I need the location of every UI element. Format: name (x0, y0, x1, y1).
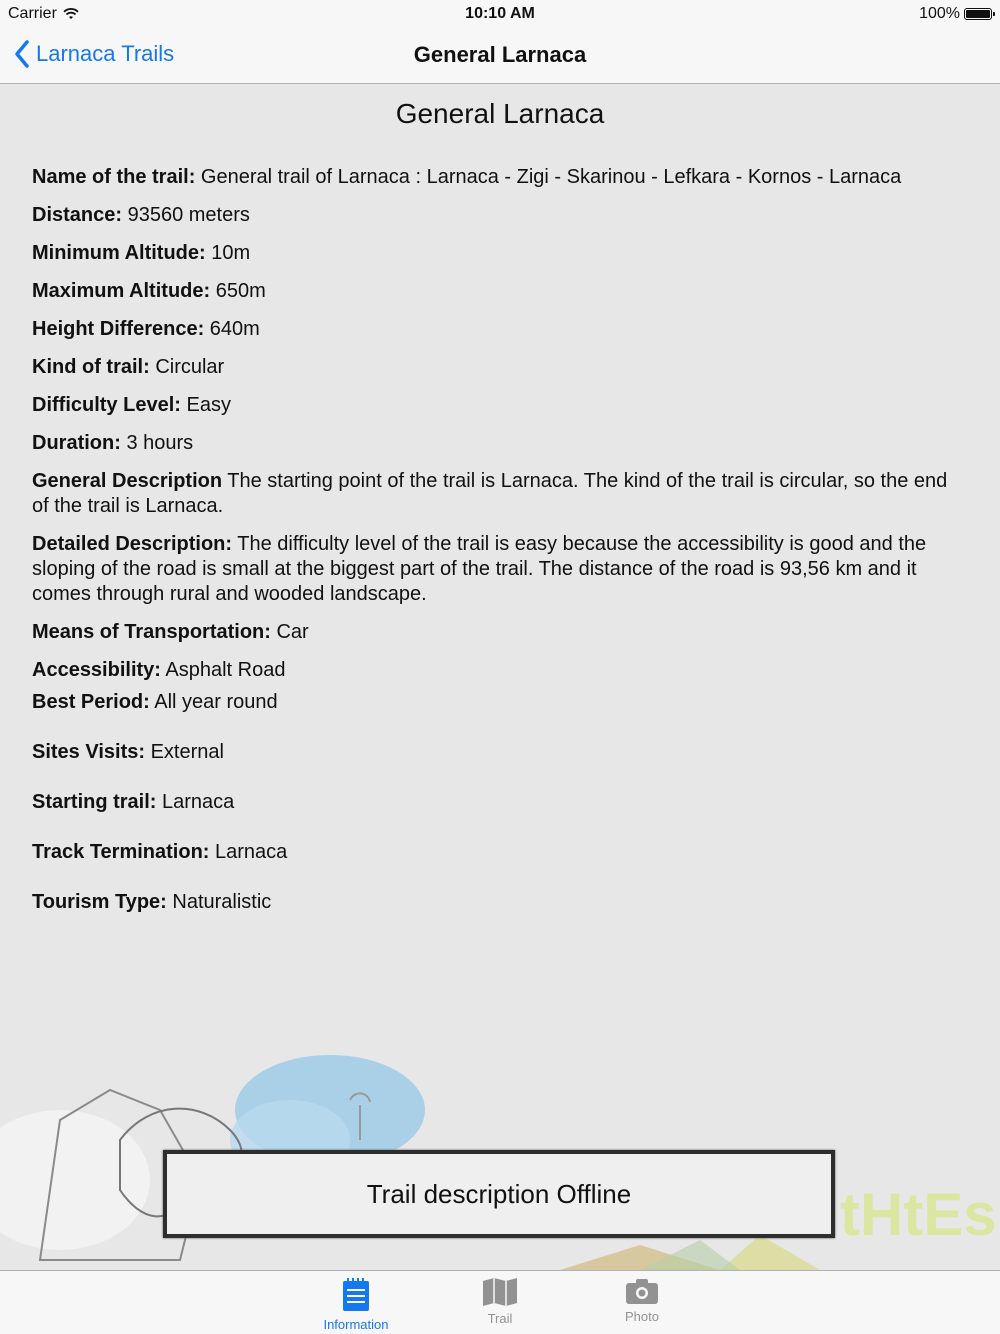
info-value: Car (270, 621, 309, 643)
info-label: Means of Transportation: (32, 621, 271, 643)
tab-information[interactable] (296, 1277, 416, 1332)
info-label: Starting trail: (32, 791, 157, 813)
navigation-bar (0, 28, 1000, 84)
info-label: Detailed Description: (32, 533, 233, 555)
info-row-name (32, 165, 962, 190)
status-bar (0, 0, 1000, 28)
info-value: Easy (180, 394, 231, 416)
info-row-general-description (32, 469, 962, 519)
info-value: The starting point of the trail is Larnaca. The kind of the trail is circular, so the end of the trail is Larnaca. (32, 470, 948, 517)
carrier-label: Carrier (8, 5, 57, 22)
info-value: External (145, 741, 224, 763)
info-row-tourism-type (32, 890, 962, 915)
info-row-distance (32, 203, 962, 228)
info-value: Larnaca (209, 841, 288, 863)
info-value: 10m (205, 242, 251, 264)
page-title: General Larnaca (395, 98, 605, 129)
offline-notice (163, 1150, 835, 1238)
info-label: Duration: (32, 432, 121, 454)
info-label: Maximum Altitude: (32, 280, 211, 302)
info-label: Name of the trail: (32, 166, 196, 188)
info-row-kind (32, 355, 962, 380)
trail-info-list (32, 165, 962, 915)
info-row-min-altitude (32, 241, 962, 266)
info-row-detailed-description (32, 532, 962, 607)
info-value: Naturalistic (166, 891, 272, 913)
tab-label: Trail (487, 1311, 513, 1326)
info-label: Tourism Type: (32, 891, 167, 913)
camera-icon (625, 1277, 659, 1305)
info-label: Difficulty Level: (32, 394, 181, 416)
tab-trail[interactable] (440, 1277, 560, 1326)
info-row-accessibility (32, 658, 962, 683)
info-label: Sites Visits: (32, 741, 146, 763)
info-label: Best Period: (32, 691, 150, 713)
clock: 10:10 AM (465, 5, 535, 22)
nav-title: General Larnaca (413, 42, 587, 67)
tab-label: Information (323, 1317, 389, 1332)
info-value: General trail of Larnaca : Larnaca - Zigi - Skarinou - Lefkara - Kornos - Larnaca (195, 166, 902, 188)
svg-text:tHtEs: tHtEs (840, 1181, 997, 1248)
info-row-height-difference (32, 317, 962, 342)
back-button-label: Larnaca Trails (36, 41, 175, 66)
info-value: Asphalt Road (160, 659, 286, 681)
info-row-max-altitude (32, 279, 962, 304)
info-value: The difficulty level of the trail is easy because the accessibility is good and the sloping of the road is small at the biggest part of the trail. The distance of the road is 93,56 km and it comes through rural and wooded landscape. (32, 533, 927, 605)
notepad-icon (341, 1277, 371, 1313)
info-value: Circular (149, 356, 225, 378)
tab-photo[interactable] (582, 1277, 702, 1324)
info-row-starting (32, 790, 962, 815)
info-value: 3 hours (120, 432, 194, 454)
info-row-difficulty (32, 393, 962, 418)
map-icon (482, 1277, 518, 1307)
info-label: Track Termination: (32, 841, 210, 863)
tab-label: Photo (625, 1309, 659, 1324)
info-row-termination (32, 840, 962, 865)
info-label: Minimum Altitude: (32, 242, 206, 264)
info-label: General Description (32, 470, 223, 492)
info-label: Height Difference: (32, 318, 205, 340)
info-value: Larnaca (156, 791, 235, 813)
info-value: 650m (210, 280, 266, 302)
battery-indicator (919, 5, 992, 23)
info-row-duration (32, 431, 962, 456)
info-label: Kind of trail: (32, 356, 150, 378)
info-row-transportation (32, 620, 962, 645)
info-value: All year round (149, 691, 278, 713)
battery-percent: 100% (919, 5, 960, 22)
tab-bar (0, 1270, 1000, 1334)
info-value: 640m (204, 318, 260, 340)
info-row-best-period (32, 690, 962, 715)
info-value: 93560 meters (122, 204, 250, 226)
info-row-sites-visits (32, 740, 962, 765)
battery-icon (964, 8, 992, 20)
info-label: Accessibility: (32, 659, 161, 681)
info-label: Distance: (32, 204, 123, 226)
offline-message: Trail description Offline (366, 1178, 632, 1209)
